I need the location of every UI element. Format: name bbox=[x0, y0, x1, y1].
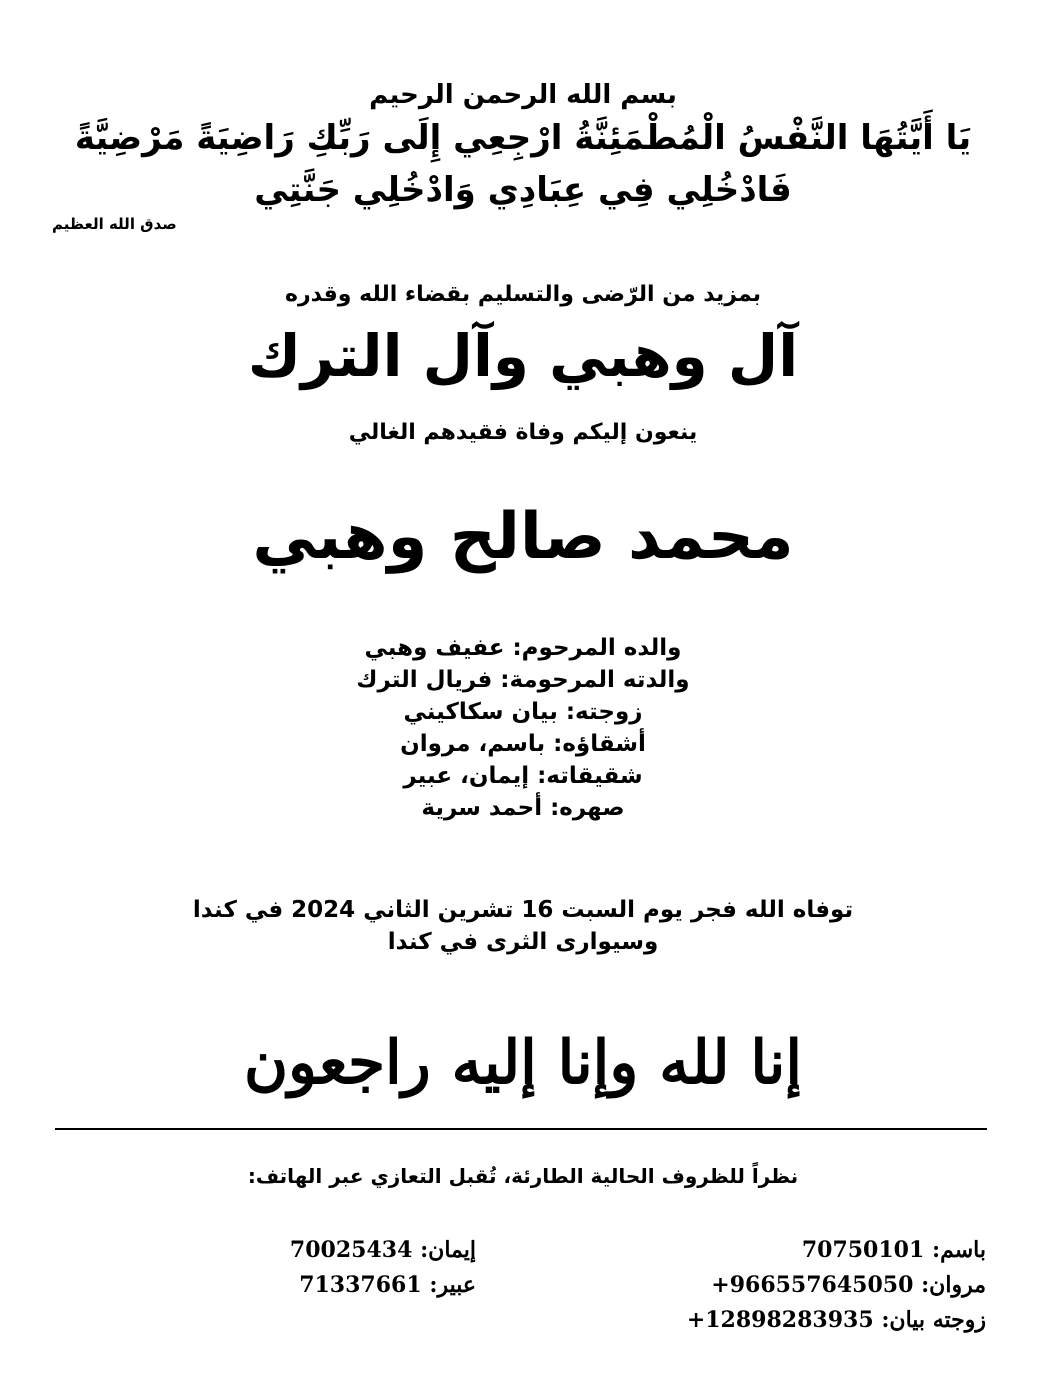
relative-sisters: شقيقاته: إيمان، عبير bbox=[403, 763, 643, 789]
contact-entry bbox=[687, 1233, 986, 1268]
contact-entry bbox=[687, 1303, 986, 1338]
divider-line bbox=[55, 1128, 987, 1130]
contact-entry bbox=[290, 1233, 476, 1268]
sadaq-allah: صدق الله العظيم bbox=[52, 215, 177, 233]
contacts-column-right bbox=[687, 1233, 986, 1338]
relative-brothers: أشقاؤه: باسم، مروان bbox=[400, 731, 646, 757]
contact-entry bbox=[290, 1268, 476, 1303]
bismillah: بسم الله الرحمن الرحيم bbox=[369, 80, 677, 110]
phone-number[interactable]: 70750101 bbox=[801, 1237, 925, 1263]
phone-number[interactable]: 70025434 bbox=[289, 1237, 413, 1263]
contact-label: زوجته بيان: bbox=[881, 1307, 986, 1333]
relative-brother-in-law: صهره: أحمد سرية bbox=[421, 795, 625, 821]
deceased-name: محمد صالح وهبي bbox=[252, 500, 794, 574]
contacts-column-left bbox=[290, 1233, 476, 1303]
contact-label: باسم: bbox=[931, 1237, 986, 1263]
announcement-line: ينعون إليكم وفاة فقيدهم الغالي bbox=[348, 420, 698, 445]
inna-lillah-calligraphy: إنا لله وإنا إليه راجعون bbox=[243, 1028, 803, 1098]
phone-number[interactable]: 71337661 bbox=[299, 1272, 422, 1298]
relative-wife: زوجته: بيان سكاكيني bbox=[403, 699, 643, 725]
phone-number[interactable]: +966557645050 bbox=[711, 1272, 914, 1298]
relatives-list bbox=[0, 632, 1046, 824]
relative-mother: والدته المرحومة: فريال الترك bbox=[356, 667, 690, 693]
intro-line: بمزيد من الرّضى والتسليم بقضاء الله وقدره bbox=[285, 282, 761, 307]
condolence-notice: نظراً للظروف الحالية الطارئة، تُقبل التعازي عبر الهاتف: bbox=[247, 1164, 799, 1188]
phone-number[interactable]: +12898283935 bbox=[686, 1307, 874, 1333]
burial-line: وسيوارى الثرى في كندا bbox=[387, 929, 659, 955]
relative-father: والده المرحوم: عفيف وهبي bbox=[364, 635, 682, 661]
families-title: آل وهبي وآل الترك bbox=[247, 322, 799, 390]
contact-entry bbox=[687, 1268, 986, 1303]
contact-label: مروان: bbox=[921, 1272, 986, 1298]
death-date-line: توفاه الله فجر يوم السبت 16 تشرين الثاني 2024 في كندا bbox=[192, 897, 854, 923]
quran-verse: يَا أَيَّتُهَا النَّفْسُ الْمُطْمَئِنَّةُ ارْجِعِي إِلَى رَبِّكِ رَاضِيَةً مَرْضِيَّةً فَادْخُلِي فِي عِبَادِي وَادْخُلِي جَنَّتِي bbox=[74, 118, 972, 210]
contact-label: عبير: bbox=[429, 1272, 476, 1298]
death-details bbox=[0, 894, 1046, 958]
contact-label: إيمان: bbox=[420, 1237, 476, 1263]
